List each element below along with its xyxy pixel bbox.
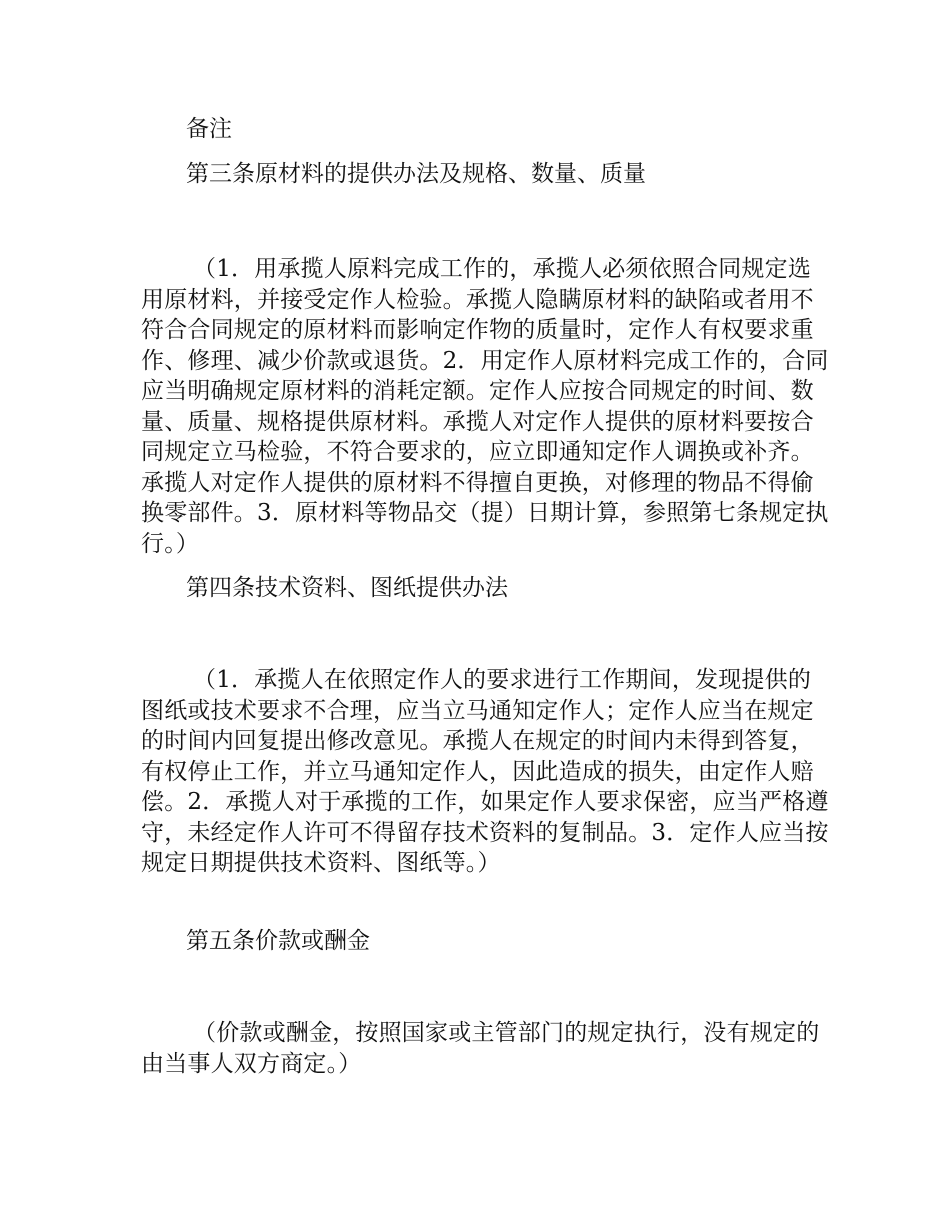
article-3-title: 第三条原材料的提供办法及规格、数量、质量 xyxy=(186,161,646,187)
article-5-title: 第五条价款或酬金 xyxy=(186,928,370,954)
article-4-body: （1．承揽人在依照定作人的要求进行工作期间，发现提供的图纸或技术要求不合理，应当立马通知定作人；定作人应当在规定的时间内回复提出修改意见。承揽人在规定的时间内未得到答复，有权停止工作，并立马通知定作人，因此造成的损失，由定作人赔偿。2．承揽人对于承揽的工作，如果定作人要求保密，应当严格遵守，未经定作人许可不得留存技术资料的复制品。3．定作人应当按规定日期提供技术资料、图纸等。） xyxy=(141,667,829,876)
article-3-body: （1．用承揽人原料完成工作的，承揽人必须依照合同规定选用原材料，并接受定作人检验。承揽人隐瞒原材料的缺陷或者用不符合合同规定的原材料而影响定作物的质量时，定作人有权要求重作、修理、减少价款或退货。2．用定作人原材料完成工作的，合同应当明确规定原材料的消耗定额。定作人应按合同规定的时间、数量、质量、规格提供原材料。承揽人对定作人提供的原材料要按合同规定立马检验，不符合要求的，应立即通知定作人调换或补齐。承揽人对定作人提供的原材料不得擅自更换，对修理的物品不得偷换零部件。3．原材料等物品交（提）日期计算，参照第七条规定执行。） xyxy=(141,256,829,557)
article-5-body: （价款或酬金，按照国家或主管部门的规定执行，没有规定的由当事人双方商定。） xyxy=(141,1020,820,1077)
note-label: 备注 xyxy=(186,116,232,142)
article-4-title: 第四条技术资料、图纸提供办法 xyxy=(186,575,508,601)
